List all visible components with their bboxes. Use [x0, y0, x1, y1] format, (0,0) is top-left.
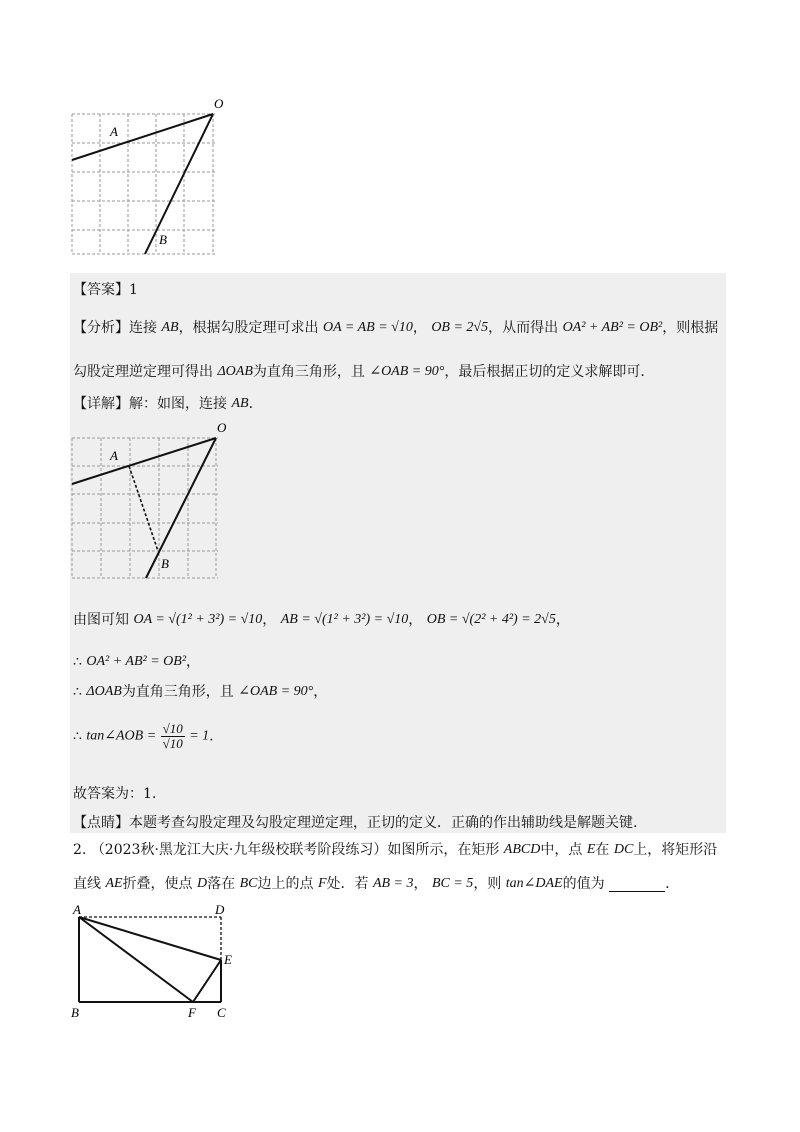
text: 由图可知: [73, 612, 129, 628]
text: ，: [313, 684, 328, 700]
math-tan-dae: tan∠DAE: [505, 876, 563, 891]
label-o: O: [214, 96, 224, 111]
answer-line: [73, 280, 138, 300]
text: 中，点: [540, 842, 583, 858]
text: .: [209, 728, 214, 745]
text: ，: [186, 654, 201, 670]
therefore-symbol: ∴: [73, 684, 82, 700]
comment-line: [73, 813, 637, 833]
segment-af: [79, 917, 193, 1002]
analysis-line-1: [73, 318, 718, 338]
text: ，根据勾股定理可求出: [178, 320, 319, 336]
text: 故答案为：1.: [73, 786, 157, 802]
question2-line-2: [73, 874, 670, 894]
text: 落在: [207, 876, 236, 892]
comment-tag: 【点睛】: [73, 815, 129, 831]
label-d: D: [215, 902, 225, 917]
text: 如图所示，在矩形: [387, 842, 500, 858]
math-tan-rhs: = 1: [189, 728, 210, 744]
text: ，: [555, 612, 570, 628]
label-b: B: [161, 556, 169, 571]
detail-step-2: [73, 682, 327, 702]
grid-lines: [72, 114, 216, 254]
math-e: E: [586, 842, 596, 857]
math-angle: ∠OAB = 90°: [369, 364, 445, 379]
text: 直线: [73, 876, 101, 892]
segment-ae: [79, 917, 221, 960]
text: 勾股定理逆定理可得出: [73, 364, 213, 380]
label-o: O: [217, 420, 227, 435]
segment-ob: [146, 438, 216, 578]
label-e: E: [224, 952, 232, 967]
math-pythag: OA² + AB² = OB²: [562, 320, 663, 335]
detail-conclusion: [73, 784, 156, 804]
text: ，: [262, 612, 277, 628]
text: 边上的点: [257, 876, 314, 892]
text: 折叠，使点: [122, 876, 193, 892]
text: 上，将矩形沿: [633, 842, 718, 858]
detail-calc: [73, 610, 570, 630]
math-angle: ∠OAB = 90°: [238, 684, 314, 699]
text: 在: [595, 842, 610, 858]
question-source: （2023秋·黑龙江大庆·九年级校联考阶段练习）: [90, 842, 388, 858]
figure-rectangle-abcd: [64, 900, 244, 1024]
comment-text: 本题考查勾股定理及勾股定理逆定理，正切的定义．正确的作出辅助线是解题关键.: [129, 815, 638, 831]
text: ，最后根据正切的定义求解即可.: [444, 364, 645, 380]
math-ab: AB: [161, 320, 179, 335]
segment-ob: [145, 114, 213, 254]
text: ，: [413, 876, 428, 892]
math-ob: OB = 2√5: [431, 320, 489, 335]
detail-tag: 【详解】: [73, 396, 129, 412]
segment-fe: [193, 960, 221, 1002]
text: 连接: [129, 320, 157, 336]
text: 解：如图，连接: [129, 396, 227, 412]
text: 的值为: [562, 876, 605, 892]
answer-tag: 【答案】: [73, 282, 129, 298]
text: 为直角三角形，且: [252, 364, 365, 380]
label-f: F: [188, 1005, 196, 1020]
label-a: A: [110, 448, 118, 463]
figure-grid-oab-aux: [60, 416, 240, 584]
detail-step-1: [73, 652, 200, 672]
analysis-tag: 【分析】: [73, 320, 129, 336]
math-triangle: ΔOAB: [217, 364, 253, 379]
fraction-denominator: √10: [162, 736, 183, 751]
question2-line-1: [73, 840, 717, 860]
label-a: A: [110, 124, 118, 139]
math-bc-value: BC = 5: [431, 876, 474, 891]
therefore-symbol: ∴: [73, 728, 82, 745]
text: ，从而得出: [488, 320, 559, 336]
math-ab-calc: AB = √(1² + 3²) = √10: [280, 612, 409, 627]
math-ae: AE: [105, 876, 123, 891]
detail-step-3: [73, 722, 214, 751]
figure-grid-oab: [60, 92, 240, 260]
segment-oa: [72, 438, 216, 484]
therefore-symbol: ∴: [73, 654, 82, 670]
text: .: [665, 876, 670, 892]
fraction-numerator: √10: [162, 721, 183, 736]
label-b: B: [71, 1005, 79, 1020]
label-a: A: [73, 902, 81, 917]
text: ，则: [473, 876, 502, 892]
answer-blank[interactable]: [609, 877, 665, 892]
text: ，: [412, 320, 427, 336]
math-ab-value: AB = 3: [372, 876, 414, 891]
segment-oa: [72, 114, 213, 160]
math-tan-lhs: tan∠AOB =: [86, 728, 157, 744]
detail-intro: [73, 394, 253, 414]
math-abcd: ABCD: [503, 842, 541, 857]
math-bc: BC: [239, 876, 258, 891]
math-oa-calc: OA = √(1² + 3²) = √10: [133, 612, 263, 627]
math-pythag: OA² + AB² = OB²: [86, 654, 187, 669]
text: 处．若: [326, 876, 369, 892]
math-f: F: [317, 876, 327, 891]
text: ，: [408, 612, 423, 628]
text: 为直角三角形，且: [121, 684, 234, 700]
math-d: D: [197, 876, 208, 891]
grid-lines: [72, 438, 218, 578]
fraction: [161, 722, 185, 751]
math-dc: DC: [613, 842, 634, 857]
text: ，则根据: [662, 320, 719, 336]
math-oa-ab: OA = AB = √10: [323, 320, 413, 335]
math-ab: AB: [231, 396, 249, 411]
math-triangle: ΔOAB: [86, 684, 122, 699]
label-c: C: [217, 1005, 226, 1020]
math-ob-calc: OB = √(2² + 4²) = 2√5: [426, 612, 556, 627]
text: .: [248, 396, 254, 412]
segment-ab-dashed: [129, 466, 158, 551]
analysis-line-2: [73, 362, 645, 382]
label-b: B: [159, 232, 167, 247]
question-number: 2.: [73, 842, 87, 858]
answer-value: 1: [129, 282, 138, 298]
